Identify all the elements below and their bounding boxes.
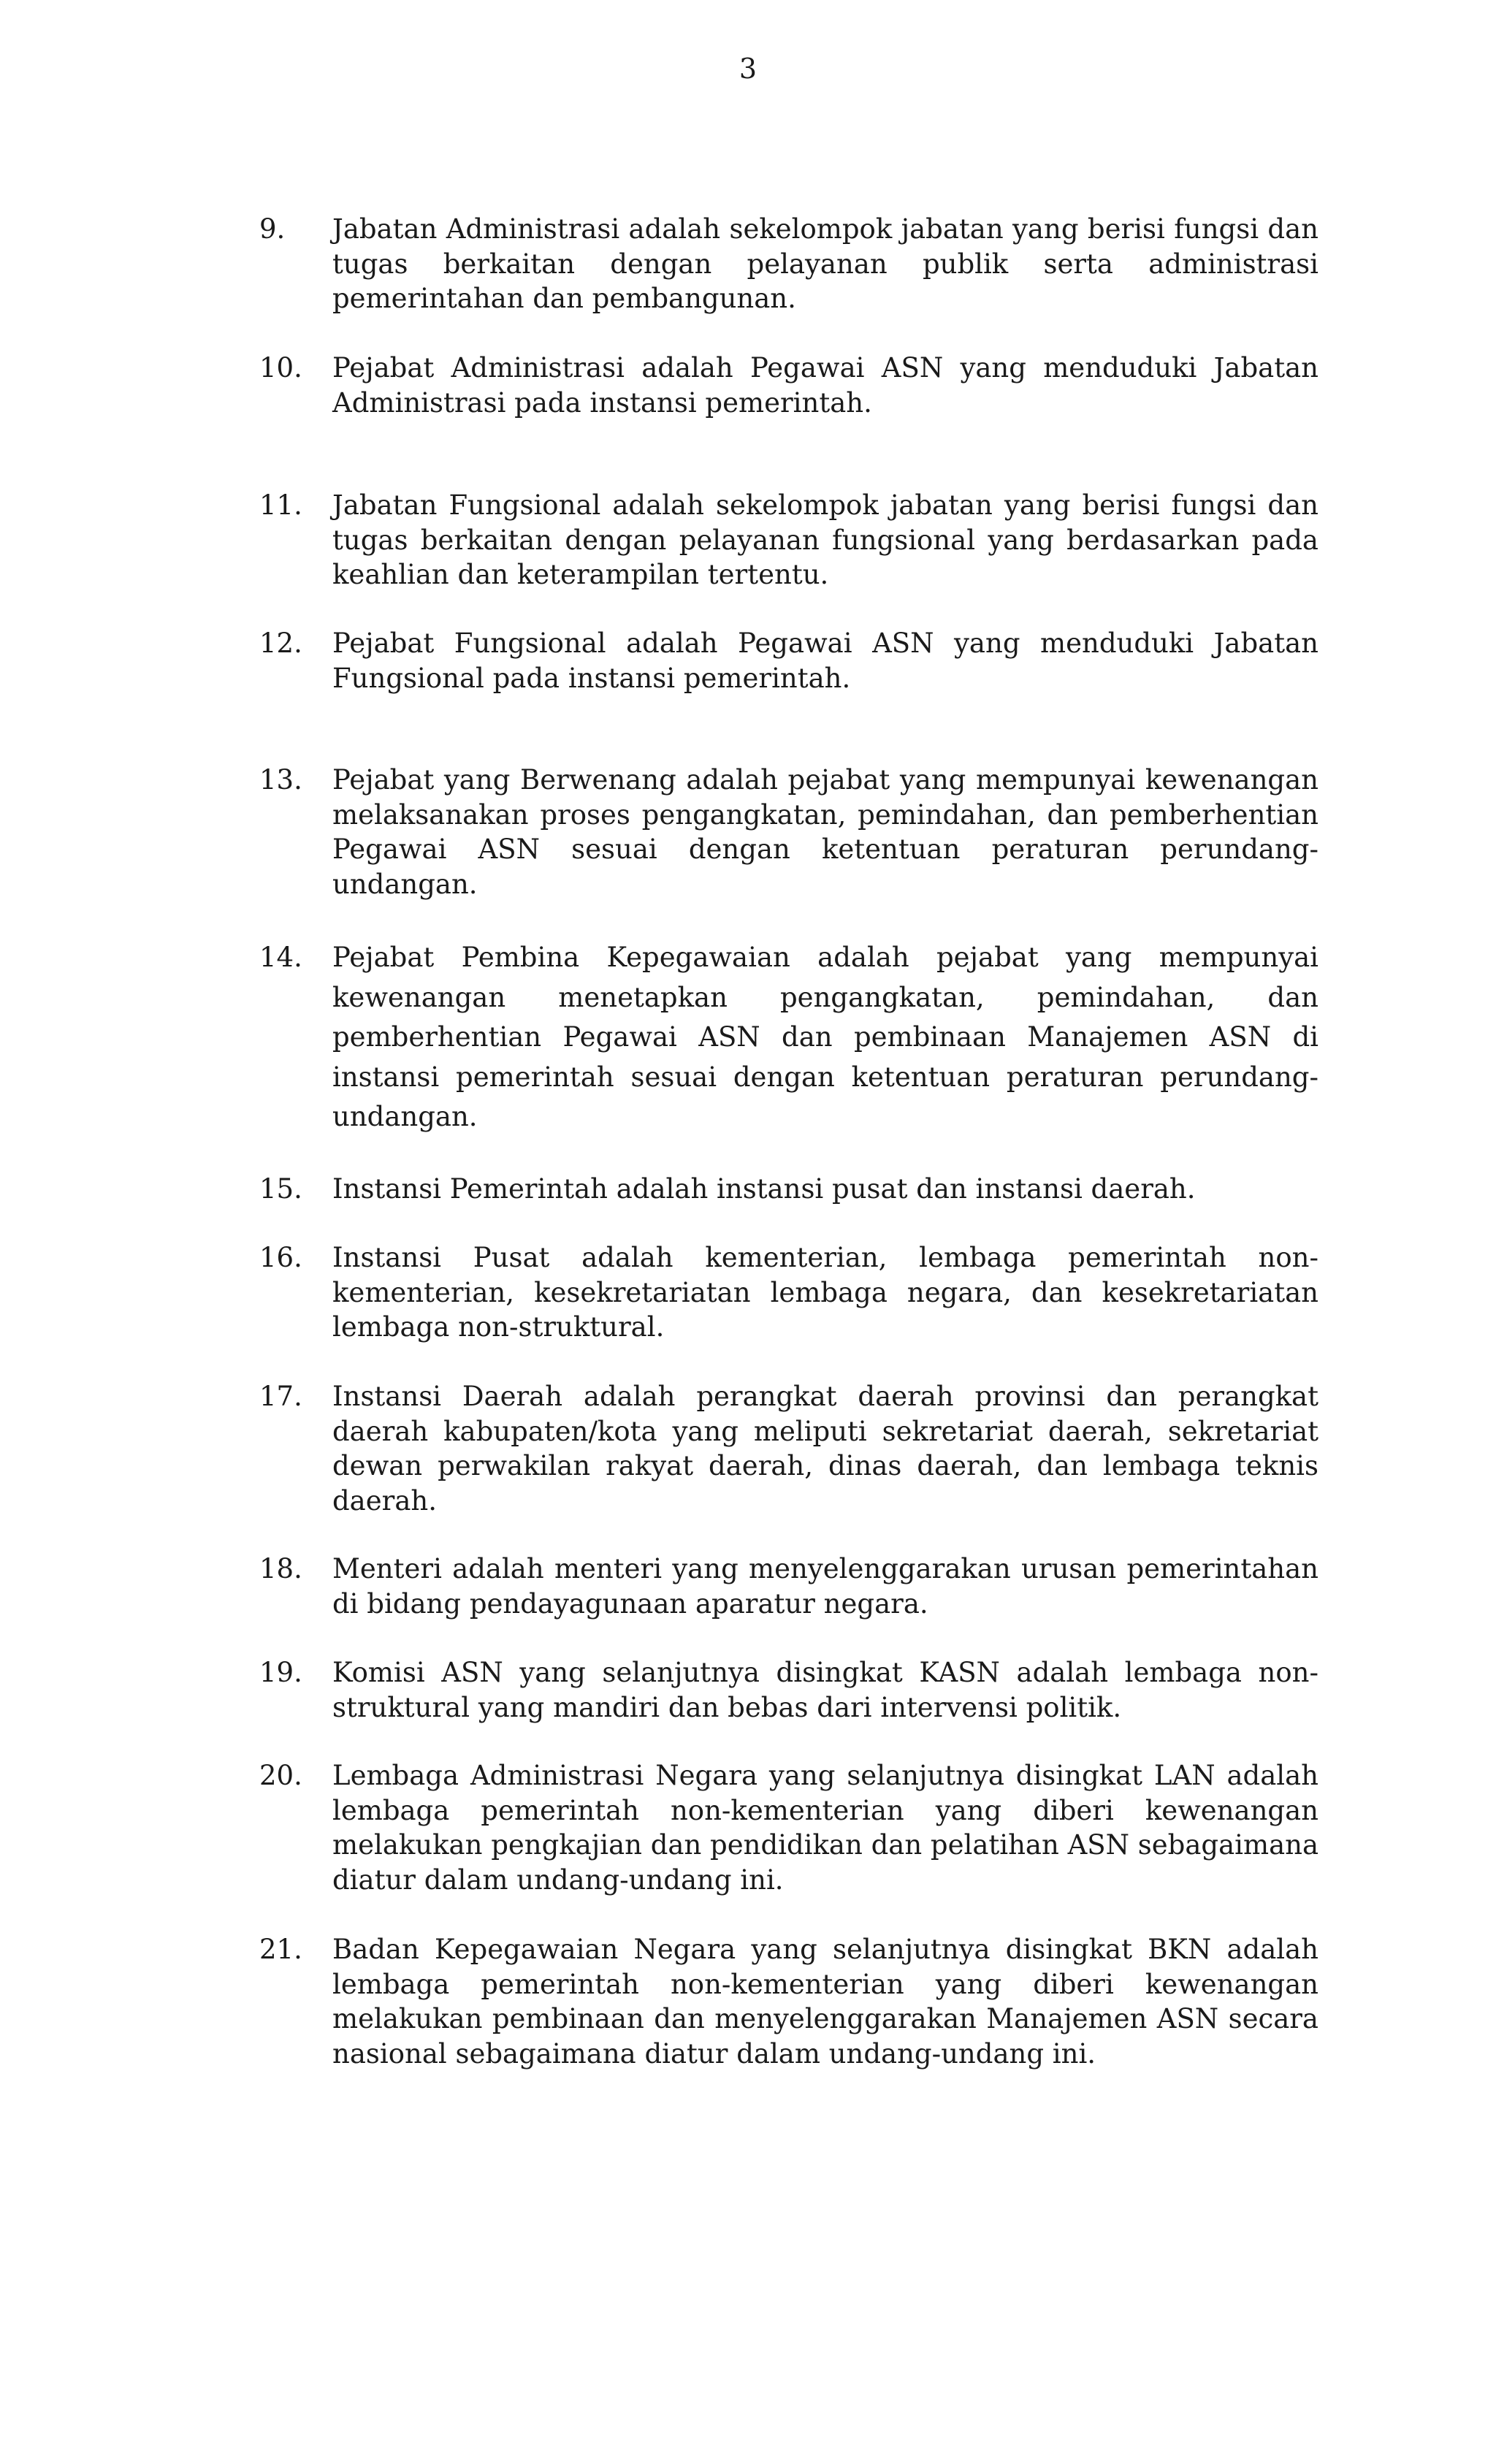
item-text: Pejabat Fungsional adalah Pegawai ASN yang menduduki Jabatan Fungsional pada instansi pemerintah.	[332, 628, 1318, 694]
item-number: 11.	[259, 489, 302, 521]
item-number: 18.	[259, 1553, 302, 1584]
item-text: Pejabat yang Berwenang adalah pejabat yang mempunyai kewenangan melaksanakan proses pengangkatan, pemindahan, dan pemberhentian Pegawai ASN sesuai dengan ketentuan peraturan perundang-undangan.	[332, 764, 1318, 900]
item-text: Komisi ASN yang selanjutnya disingkat KASN adalah lembaga non-struktural yang mandiri dan bebas dari intervensi politik.	[332, 1657, 1318, 1723]
item-text: Lembaga Administrasi Negara yang selanjutnya disingkat LAN adalah lembaga pemerintah non-kementerian yang diberi kewenangan melakukan pengkajian dan pendidikan dan pelatihan ASN sebagaimana diatur dalam undang-undang ini.	[332, 1760, 1319, 1896]
item-text: Pejabat Administrasi adalah Pegawai ASN yang menduduki Jabatan Administrasi pada instansi pemerintah.	[332, 352, 1318, 419]
item-number: 16.	[259, 1242, 302, 1273]
item-number: 14.	[259, 942, 302, 973]
item-number: 9.	[259, 213, 286, 245]
item-number: 17.	[259, 1381, 302, 1412]
item-text: Instansi Daerah adalah perangkat daerah provinsi dan perangkat daerah kabupaten/kota yang meliputi sekretariat daerah, sekretariat dewan perwakilan rakyat daerah, dinas daerah, dan lembaga teknis daerah.	[332, 1381, 1318, 1517]
item-number: 19.	[259, 1657, 302, 1688]
item-text: Instansi Pusat adalah kementerian, lembaga pemerintah non-kementerian, kesekretariatan lembaga negara, dan kesekretariatan lembaga non-struktural.	[332, 1242, 1318, 1343]
page-number: 3	[739, 53, 757, 85]
item-number: 10.	[259, 352, 302, 384]
item-text: Jabatan Administrasi adalah sekelompok jabatan yang berisi fungsi dan tugas berkaitan dengan pelayanan publik serta administrasi pemerintahan dan pembangunan.	[332, 213, 1318, 314]
item-number: 13.	[259, 764, 302, 796]
item-number: 15.	[259, 1173, 302, 1205]
item-number: 20.	[259, 1760, 302, 1791]
item-text: Badan Kepegawaian Negara yang selanjutnya disingkat BKN adalah lembaga pemerintah non-kementerian yang diberi kewenangan melakukan pembinaan dan menyelenggarakan Manajemen ASN secara nasional sebagaimana diatur dalam undang-undang ini.	[332, 1934, 1318, 2070]
item-number: 21.	[259, 1934, 302, 1965]
item-text: Menteri adalah menteri yang menyelenggarakan urusan pemerintahan di bidang pendayagunaan aparatur negara.	[332, 1553, 1318, 1620]
item-number: 12.	[259, 628, 302, 659]
item-text: Instansi Pemerintah adalah instansi pusat dan instansi daerah.	[332, 1173, 1196, 1205]
item-text: Jabatan Fungsional adalah sekelompok jabatan yang berisi fungsi dan tugas berkaitan dengan pelayanan fungsional yang berdasarkan pada keahlian dan keterampilan tertentu.	[332, 489, 1318, 590]
item-text: Pejabat Pembina Kepegawaian adalah pejabat yang mempunyai kewenangan menetapkan pengangkatan, pemindahan, dan pemberhentian Pegawai ASN dan pembinaan Manajemen ASN di instansi pemerintah sesuai dengan ketentuan peraturan perundang-undangan.	[332, 942, 1318, 1132]
